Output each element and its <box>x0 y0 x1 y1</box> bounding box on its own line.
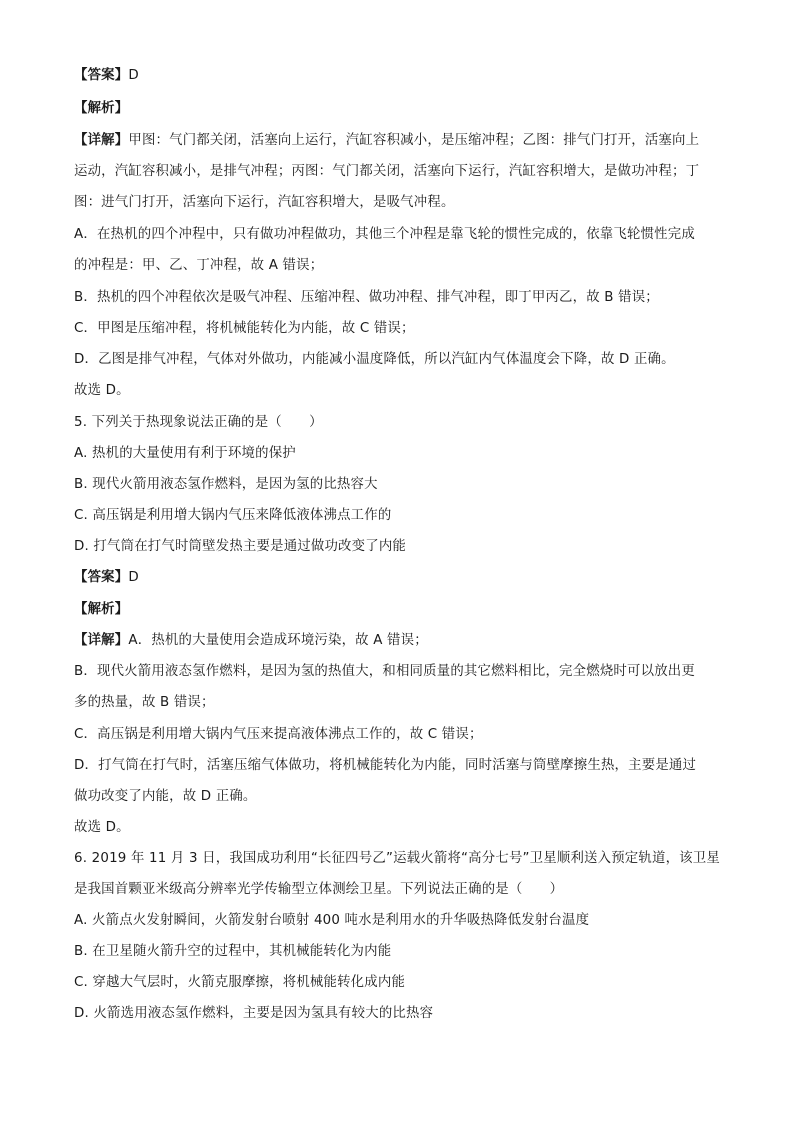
q4-detail-line: 的冲程是：甲、乙、丁冲程，故 A 错误； <box>74 258 324 273</box>
answer-value: D <box>128 68 139 83</box>
q4-conclusion: 故选 D。 <box>74 383 130 398</box>
q5-detail-line: D．打气筒在打气时，活塞压缩气体做功，将机械能转化为内能，同时活塞与筒壁摩擦生热，主要是通过 <box>74 758 697 773</box>
detail-label: 【详解】 <box>74 133 129 148</box>
q6-option-c: C. 穿越大气层时，火箭克服摩擦，将机械能转化成内能 <box>74 975 406 990</box>
detail-text: 甲图：气门都关闭，活塞向上运行，汽缸容积减小，是压缩冲程；乙图：排气门打开，活塞向上 <box>128 133 700 148</box>
answer-label: 【答案】 <box>74 68 129 83</box>
q5-answer <box>74 568 734 588</box>
q4-detail-line: 运动，汽缸容积减小，是排气冲程；丙图：气门都关闭，活塞向下运行，汽缸容积增大，是做功冲程；丁 <box>74 164 700 179</box>
q5-analysis-label: 【解析】 <box>74 602 129 617</box>
q4-answer <box>74 66 734 86</box>
q6-stem-line: 6. 2019 年 11 月 3 日，我国成功利用“长征四号乙”运载火箭将“高分七号”卫星顺利送入预定轨道，该卫星 <box>74 851 720 866</box>
q6-option-d: D. 火箭选用液态氢作燃料，主要是因为氢具有较大的比热容 <box>74 1006 434 1021</box>
detail-text: A．热机的大量使用会造成环境污染，故 A 错误； <box>128 633 428 648</box>
q5-conclusion: 故选 D。 <box>74 820 130 835</box>
q4-detail-line: D．乙图是排气冲程，气体对外做功，内能减小温度降低，所以汽缸内气体温度会下降，故 D 正确。 <box>74 352 675 367</box>
q4-detail-line <box>74 131 734 151</box>
q5-option-b: B. 现代火箭用液态氢作燃料，是因为氢的比热容大 <box>74 477 378 492</box>
detail-label: 【详解】 <box>74 633 129 648</box>
q5-detail-line: 多的热量，故 B 错误； <box>74 695 215 710</box>
q4-detail-line: C．甲图是压缩冲程，将机械能转化为内能，故 C 错误； <box>74 321 415 336</box>
q5-detail-line: 做功改变了内能，故 D 正确。 <box>74 789 257 804</box>
q5-detail-line <box>74 631 734 651</box>
q5-option-a: A. 热机的大量使用有利于环境的保护 <box>74 446 296 461</box>
q5-stem: 5. 下列关于热现象说法正确的是（ ） <box>74 415 323 430</box>
answer-label: 【答案】 <box>74 570 129 585</box>
q4-detail-line: B．热机的四个冲程依次是吸气冲程、压缩冲程、做功冲程、排气冲程，即丁甲丙乙，故 B 错误； <box>74 290 659 305</box>
q5-option-c: C. 高压锅是利用增大锅内气压来降低液体沸点工作的 <box>74 508 392 523</box>
q5-option-d: D. 打气筒在打气时筒壁发热主要是通过做功改变了内能 <box>74 539 407 554</box>
q5-detail-line: C．高压锅是利用增大锅内气压来提高液体沸点工作的，故 C 错误； <box>74 727 483 742</box>
q6-option-a: A. 火箭点火发射瞬间，火箭发射台喷射 400 吨水是利用水的升华吸热降低发射台温度 <box>74 913 590 928</box>
q4-detail-line: 图：进气门打开，活塞向下运行，汽缸容积增大，是吸气冲程。 <box>74 195 455 210</box>
q6-option-b: B. 在卫星随火箭升空的过程中，其机械能转化为内能 <box>74 944 392 959</box>
q4-analysis-label: 【解析】 <box>74 101 129 116</box>
q5-detail-line: B．现代火箭用液态氢作燃料，是因为氢的热值大，和相同质量的其它燃料相比，完全燃烧时可以放出更 <box>74 664 695 679</box>
answer-value: D <box>128 570 139 585</box>
q4-detail-line: A．在热机的四个冲程中，只有做功冲程做功，其他三个冲程是靠飞轮的惯性完成的，依靠飞轮惯性完成 <box>74 227 695 242</box>
q6-stem-line: 是我国首颗亚米级高分辨率光学传输型立体测绘卫星。下列说法正确的是（ ） <box>74 882 564 897</box>
